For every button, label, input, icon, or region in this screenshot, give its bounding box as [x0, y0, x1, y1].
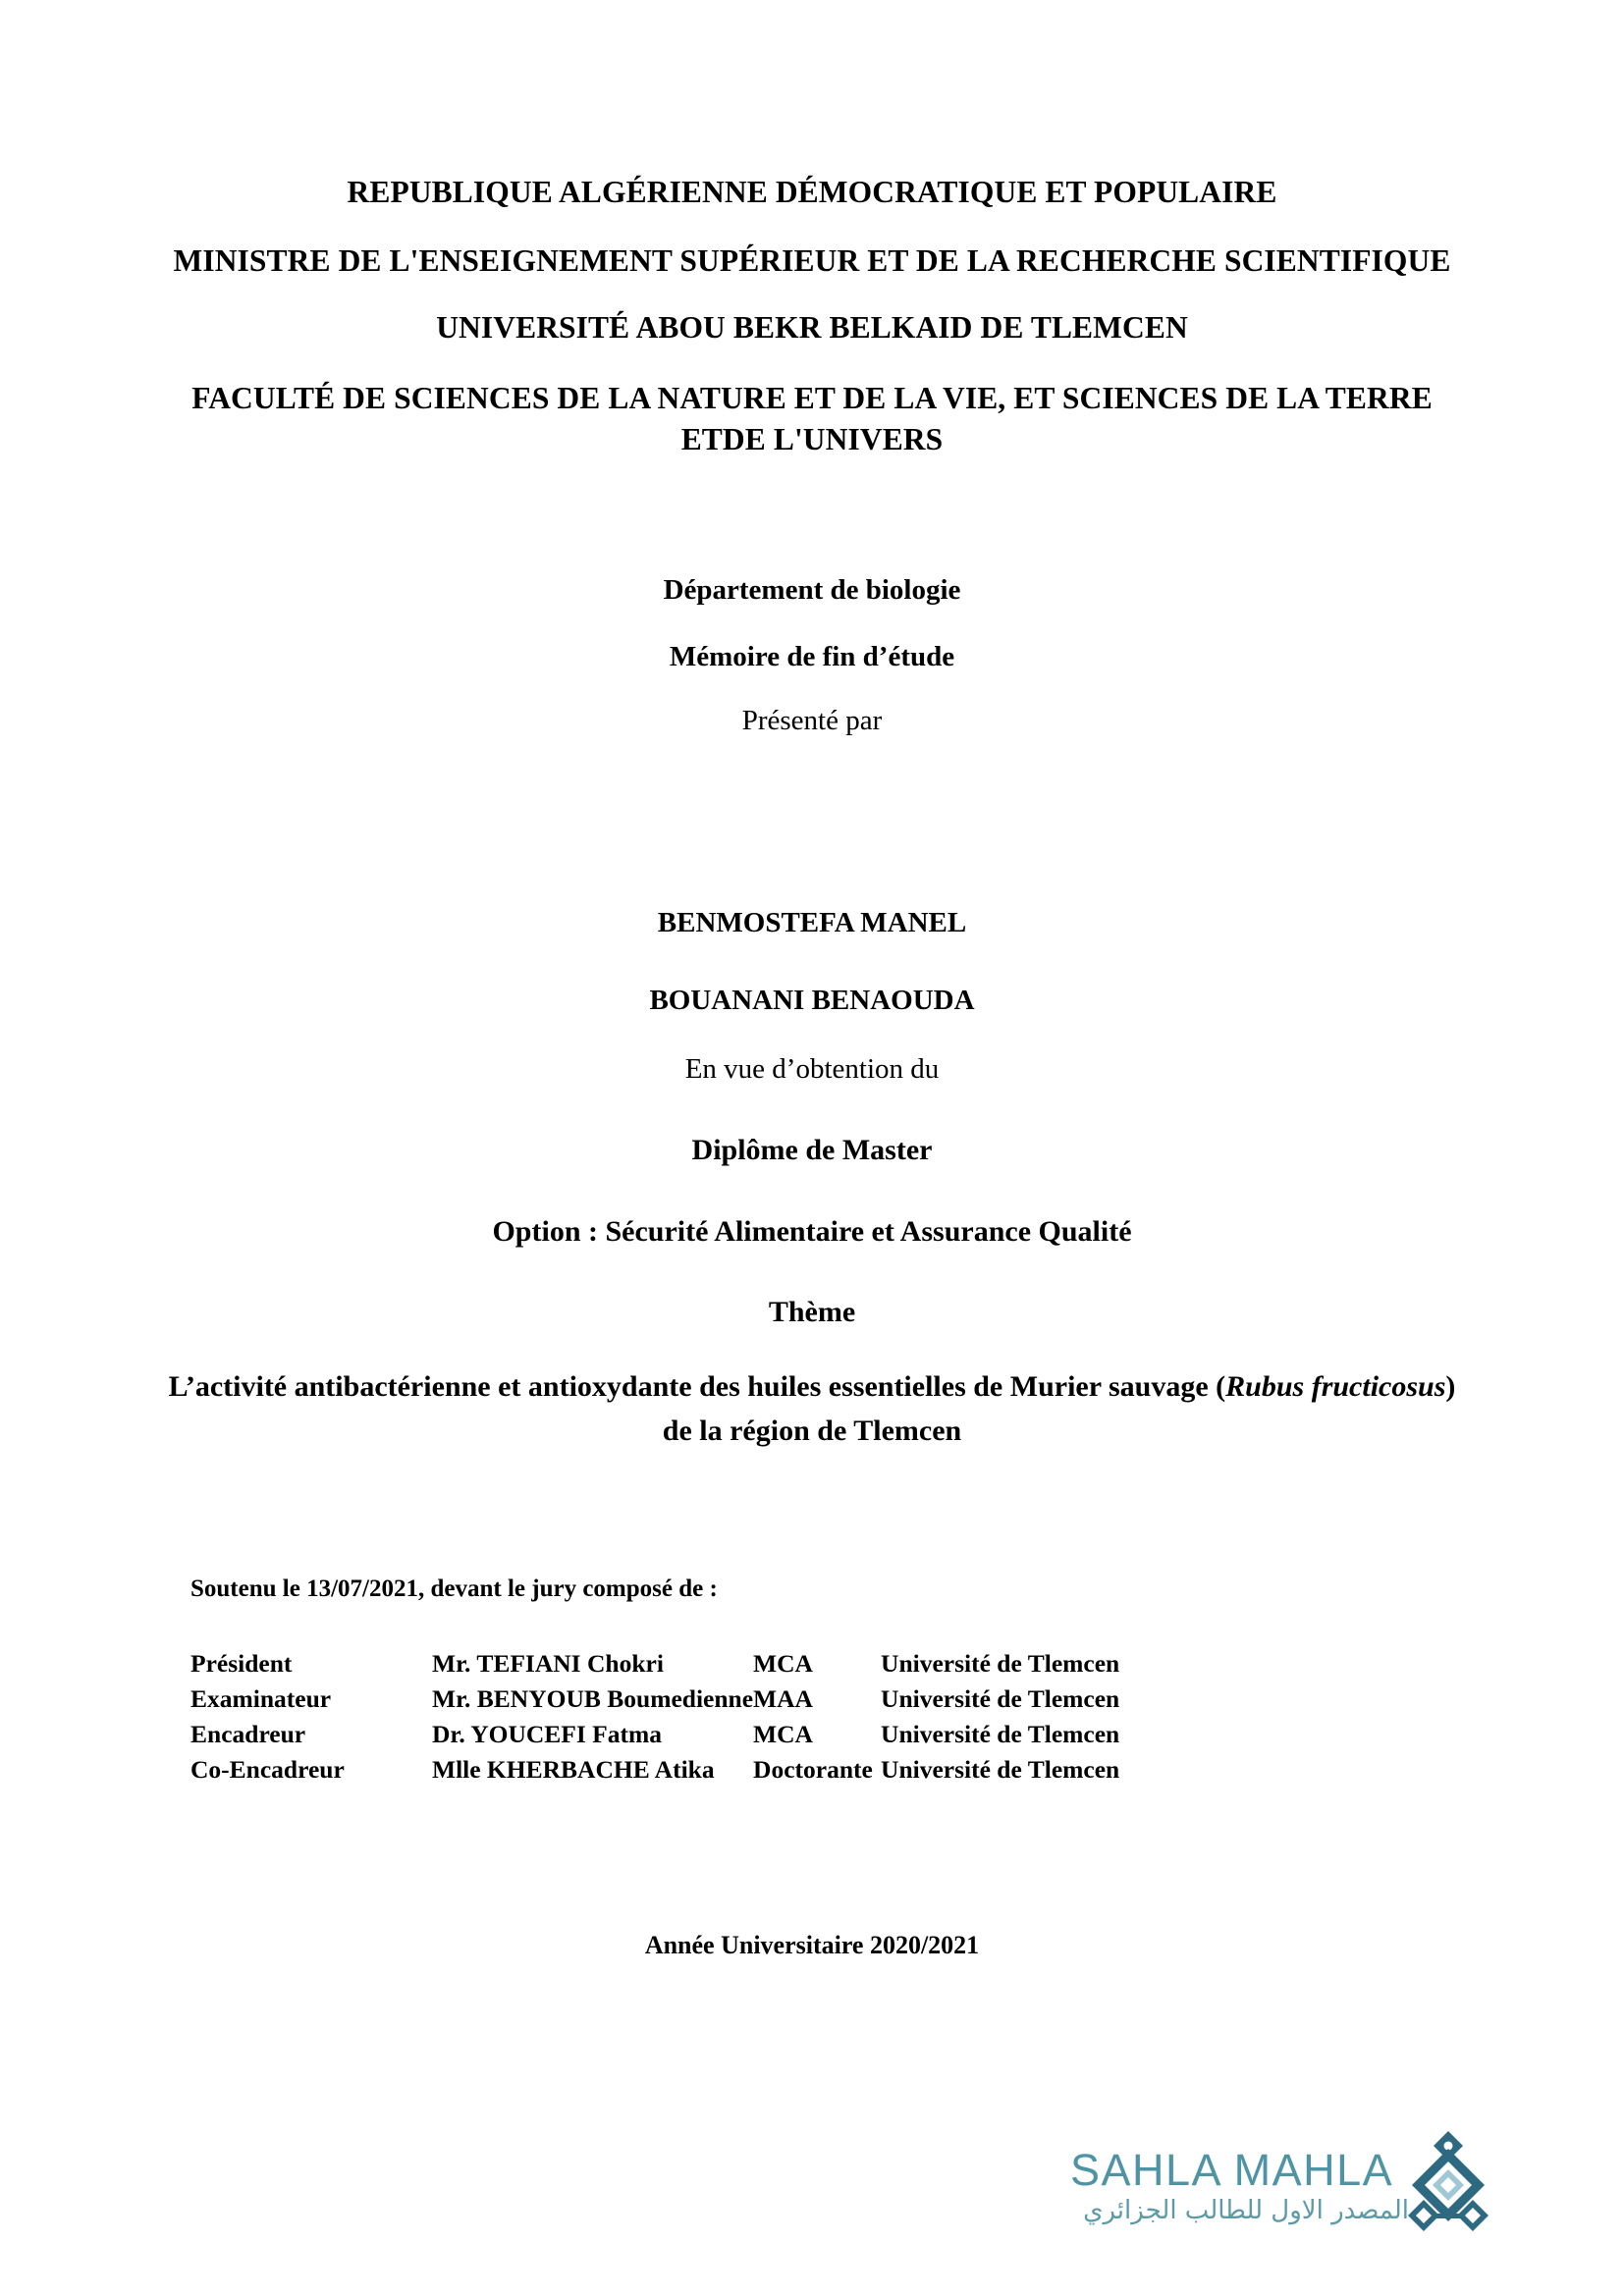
degree-label: Diplôme de Master	[691, 1134, 933, 1166]
institution-header	[167, 172, 1457, 485]
jury-affiliation: Université de Tlemcen	[881, 1755, 1120, 1784]
logo-wordmark: SAHLA MAHLA	[1070, 2145, 1394, 2195]
table-row	[190, 1684, 1119, 1720]
thesis-title-part-1: L’activité antibactérienne et antioxydante des huiles essentielles de Murier sauvage (	[168, 1370, 1226, 1403]
table-row	[190, 1755, 1119, 1790]
purpose-label: En vue d’obtention du	[684, 1053, 940, 1085]
header-line-faculty: FACULTÉ DE SCIENCES DE LA NATURE ET DE LA VIE, ET SCIENCES DE LA TERRE ETDE L'UNIVERS	[191, 380, 1433, 456]
jury-grade: Doctorante	[753, 1755, 873, 1784]
table-row	[190, 1720, 1119, 1755]
header-line-country: REPUBLIQUE ALGÉRIENNE DÉMOCRATIQUE ET POPULAIRE	[347, 175, 1277, 209]
jury-grade: MCA	[753, 1649, 813, 1678]
thesis-title-species: Rubus fructicosus	[1225, 1370, 1446, 1403]
sahla-mahla-logo	[1070, 2135, 1483, 2263]
thesis-title	[167, 1364, 1457, 1453]
jury-table	[190, 1649, 1119, 1790]
theme-label: Thème	[768, 1296, 856, 1328]
option-label: Option : Sécurité Alimentaire et Assurance Qualité	[492, 1215, 1132, 1248]
jury-member-name: Mr. BENYOUB Boumedienne	[432, 1684, 754, 1713]
jury-affiliation: Université de Tlemcen	[881, 1649, 1120, 1678]
author-name-1: BENMOSTEFA MANEL	[657, 907, 967, 938]
academic-year: Année Universitaire 2020/2021	[644, 1931, 980, 1959]
department-label: Département de biologie	[663, 574, 961, 606]
diamond-ornament-icon	[1394, 2129, 1502, 2237]
jury-grade: MCA	[753, 1720, 813, 1748]
presented-by-label: Présenté par	[741, 705, 883, 736]
jury-role: Président	[190, 1649, 293, 1678]
jury-member-name: Mlle KHERBACHE Atika	[432, 1755, 715, 1784]
logo-tagline-arabic: المصدر الاول للطالب الجزائري	[1083, 2196, 1409, 2225]
document-type-label: Mémoire de fin d’étude	[669, 641, 955, 672]
author-name-2: BOUANANI BENAOUDA	[649, 985, 975, 1016]
header-line-university: UNIVERSITÉ ABOU BEKR BELKAID DE TLEMCEN	[436, 309, 1188, 345]
jury-role: Co-Encadreur	[190, 1755, 345, 1784]
jury-intro: Soutenu le 13/07/2021, devant le jury composé de :	[190, 1575, 718, 1602]
jury-affiliation: Université de Tlemcen	[881, 1684, 1120, 1713]
jury-member-name: Dr. YOUCEFI Fatma	[432, 1720, 662, 1748]
thesis-title-part-2: ) de la région de Tlemcen	[662, 1370, 1456, 1447]
header-line-ministry: MINISTRE DE L'ENSEIGNEMENT SUPÉRIEUR ET DE LA RECHERCHE SCIENTIFIQUE	[173, 242, 1451, 278]
table-row	[190, 1649, 1119, 1684]
jury-role: Examinateur	[190, 1684, 332, 1713]
jury-member-name: Mr. TEFIANI Chokri	[432, 1649, 664, 1678]
jury-grade: MAA	[753, 1684, 813, 1713]
jury-role: Encadreur	[190, 1720, 306, 1748]
jury-affiliation: Université de Tlemcen	[881, 1720, 1120, 1748]
